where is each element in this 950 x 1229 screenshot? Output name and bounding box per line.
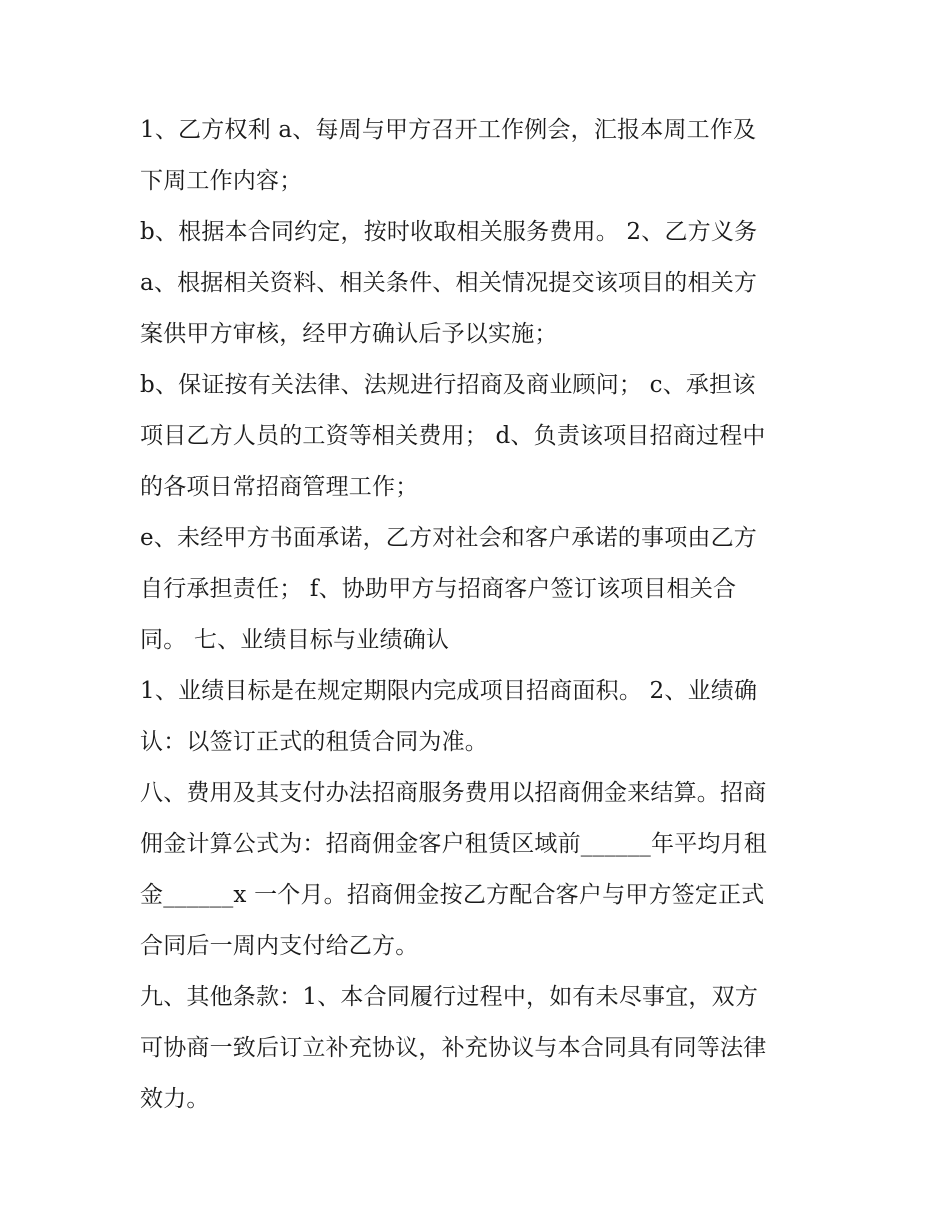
text-line: 同。 七、业绩目标与业绩确认 <box>140 627 450 653</box>
text-line: b、根据本合同约定，按时收取相关服务费用。 2、乙方义务 <box>140 219 758 245</box>
text-line: 合同后一周内支付给乙方。 <box>140 933 419 959</box>
text-line: 金______x 一个月。招商佣金按乙方配合客户与甲方签定正式 <box>140 882 765 908</box>
text-line: 项目乙方人员的工资等相关费用； d、负责该项目招商过程中 <box>140 423 766 449</box>
text-line: 案供甲方审核，经甲方确认后予以实施； <box>140 321 558 347</box>
text-line: 的各项日常招商管理工作； <box>140 474 419 500</box>
text-line: 1、乙方权利 a、每周与甲方召开工作例会，汇报本周工作及 <box>140 117 757 143</box>
text-line: 效力。 <box>140 1086 210 1112</box>
text-line: 下周工作内容； <box>140 168 303 194</box>
text-line: b、保证按有关法律、法规进行招商及商业顾问； c、承担该 <box>140 372 756 398</box>
text-line: 自行承担责任； f、协助甲方与招商客户签订该项目相关合 <box>140 576 737 602</box>
text-line: 佣金计算公式为：招商佣金客户租赁区域前______年平均月租 <box>140 831 767 857</box>
text-line: e、未经甲方书面承诺，乙方对社会和客户承诺的事项由乙方 <box>140 525 758 551</box>
text-line: 八、费用及其支付办法招商服务费用以招商佣金来结算。招商 <box>140 780 767 806</box>
text-line: 1、业绩目标是在规定期限内完成项目招商面积。 2、业绩确 <box>140 678 758 704</box>
text-line: 认：以签订正式的租赁合同为准。 <box>140 729 488 755</box>
document-body <box>140 105 820 1125</box>
text-line: a、根据相关资料、相关条件、相关情况提交该项目的相关方 <box>140 270 758 296</box>
text-line: 九、其他条款：1、本合同履行过程中，如有未尽事宜，双方 <box>140 984 759 1010</box>
text-line: 可协商一致后订立补充协议，补充协议与本合同具有同等法律 <box>140 1035 767 1061</box>
